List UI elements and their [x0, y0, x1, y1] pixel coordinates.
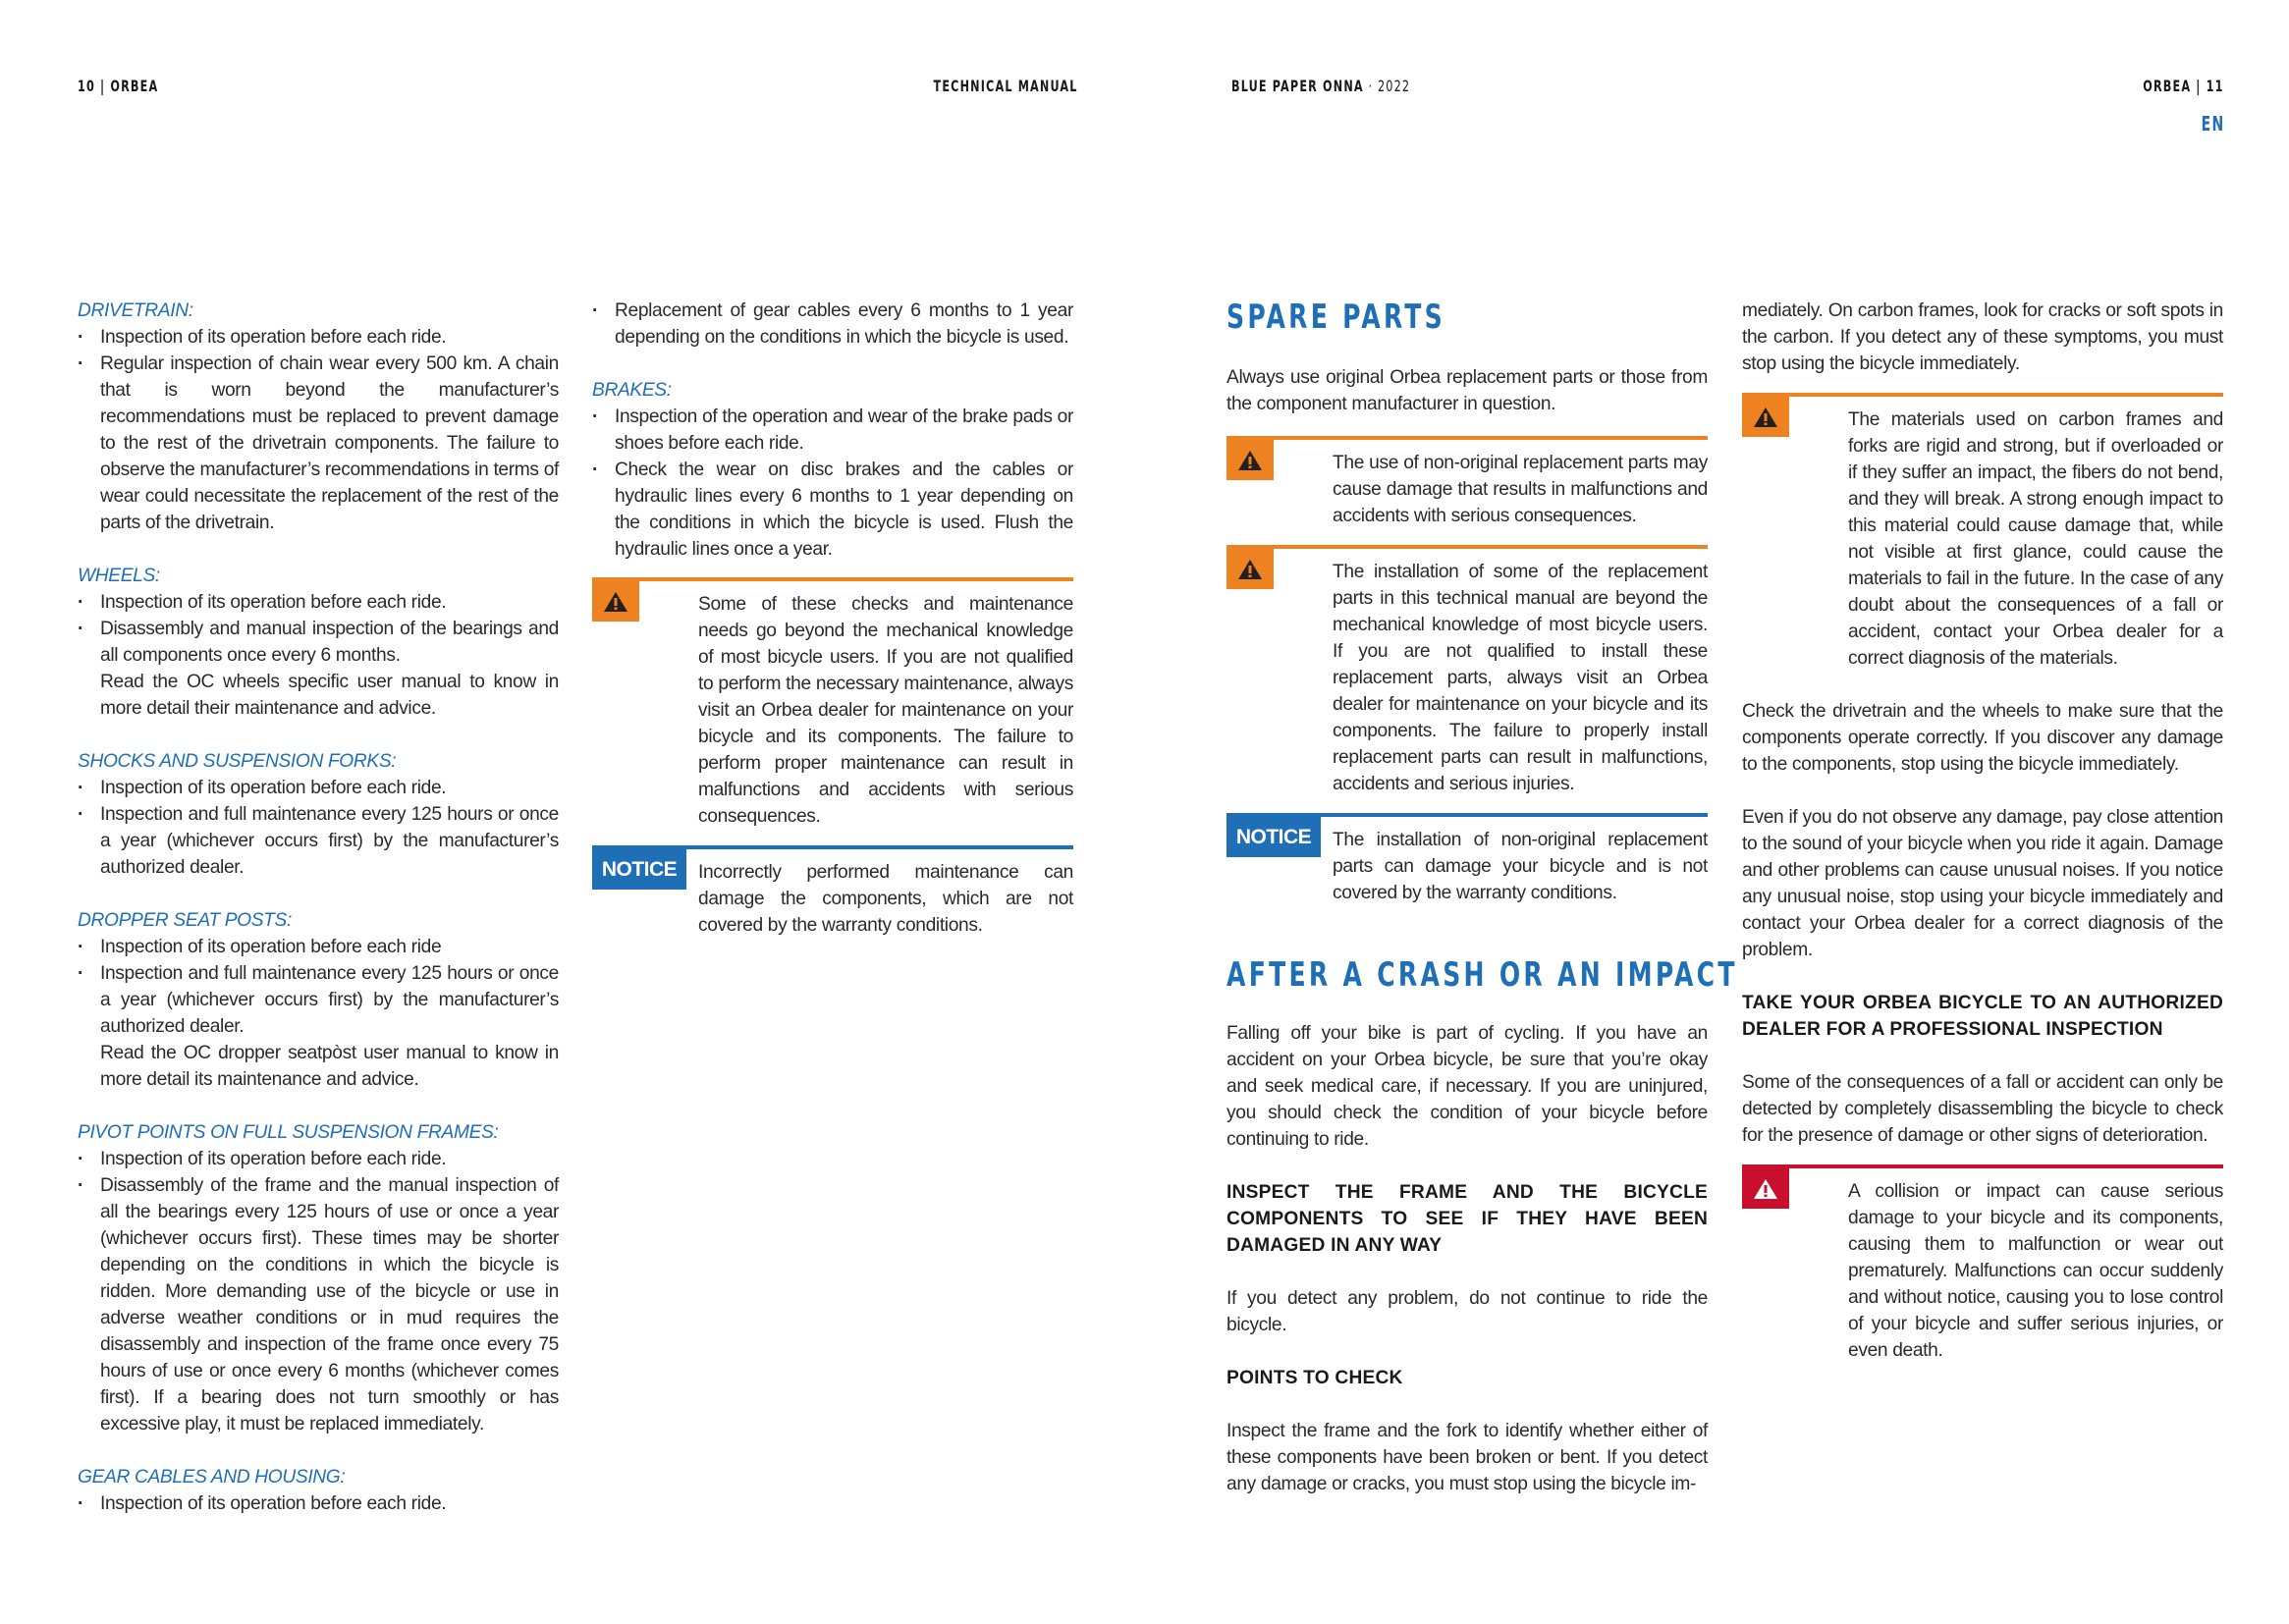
list-item: · Inspection of its operation before each ride. [78, 1146, 559, 1172]
drivetrain-check-paragraph: Check the drivetrain and the wheels to make sure that the components operate correctly. If you discover any damage to the components, stop using the bicycle immediately. [1742, 701, 2223, 775]
list-item-note: Read the OC dropper seatpòst user manual to know in more detail its maintenance and advice. [100, 1043, 559, 1090]
list-item: · Replacement of gear cables every 6 months to 1 year depending on the conditions in which the bicycle is used. [592, 298, 1073, 351]
list-item-note: Read the OC wheels specific user manual to know in more detail their maintenance and advice. [100, 672, 559, 719]
inspect-text: If you detect any problem, do not continue to ride the bicycle. [1226, 1288, 1708, 1335]
warning-badge [1742, 397, 1789, 437]
language-tag: EN [2201, 112, 2224, 135]
section-drivetrain [78, 298, 559, 536]
section-dropper [78, 907, 559, 1093]
section-title: SHOCKS AND SUSPENSION FORKS: [78, 751, 397, 772]
left-running-title: TECHNICAL MANUAL [933, 77, 1078, 95]
warning-callout [592, 577, 1073, 830]
notice-badge: NOTICE [592, 849, 686, 890]
section-shocks [78, 748, 559, 881]
notice-badge: NOTICE [1226, 817, 1321, 857]
list-item: · Disassembly of the frame and the manual inspection of all the bearings every 125 hours of use or once a year (whichever occurs first). These times may be shorter depending on the conditions in which the bicycle is ridden. More demanding use of the bicycle or use in adverse weather conditions or in mud requires the disassembly and inspection of the frame once every 75 hours of use or once every 6 months (whichever comes first). If a bearing does not turn smoothly or has excessive play, it must be replaced immediately. [78, 1172, 559, 1437]
danger-callout [1742, 1164, 2223, 1364]
points-text-continued: mediately. On carbon frames, look for cracks or soft spots in the carbon. If you detect any of these symptoms, you must stop using the bicycle immediately. [1742, 300, 2223, 374]
column-3 [1226, 298, 1738, 1497]
danger-triangle-icon [1753, 1178, 1778, 1200]
list-item [78, 960, 559, 1093]
right-running-title [1231, 77, 1410, 95]
section-title: DRIVETRAIN: [78, 300, 193, 321]
warning-text: The use of non-original replacement parts may cause damage that results in malfunctions and accidents with serious consequences. [1333, 453, 1708, 526]
warning-callout [1226, 545, 1708, 797]
list-item: · Inspection and full maintenance every 125 hours or once a year (whichever occurs first) by the manufacturer’s authorized dealer. [78, 801, 559, 881]
take-to-dealer-heading: TAKE YOUR ORBEA BICYCLE TO AN AUTHORIZED DEALER FOR A PROFESSIONAL INSPECTION [1742, 993, 2223, 1040]
doc-year: · 2022 [1363, 77, 1411, 95]
notice-callout [592, 845, 1073, 939]
warning-callout [1742, 393, 2223, 672]
section-title: BRAKES: [592, 380, 672, 401]
notice-callout [1226, 813, 1708, 906]
danger-badge [1742, 1168, 1789, 1209]
warning-text: The materials used on carbon frames and forks are rigid and strong, but if overloaded or if they suffer an impact, the fibers do not bend, and they will break. A strong enough impact to this material could cause damage that, while not visible at first glance, could cause the materials to fail in the future. In the case of any doubt about the consequences of a fall or accident, contact your Orbea dealer for a correct diagnosis of the materials. [1848, 409, 2223, 669]
list-item: · Inspection of its operation before each ride [78, 934, 559, 960]
inspect-heading: INSPECT THE FRAME AND THE BICYCLE COMPONENTS TO SEE IF THEY HAVE BEEN DAMAGED IN ANY WAY [1226, 1182, 1708, 1256]
column-1 [78, 298, 559, 1517]
list-item: · Check the wear on disc brakes and the cables or hydraulic lines every 6 months to 1 year depending on the conditions in which the bicycle is used. Flush the hydraulic lines once a year. [592, 457, 1073, 563]
list-item: · Inspection of its operation before each ride. [78, 589, 559, 616]
left-page-number: 10 | ORBEA [78, 77, 159, 95]
warning-badge [592, 581, 639, 622]
section-title: PIVOT POINTS ON FULL SUSPENSION FRAMES: [78, 1122, 499, 1143]
doc-title: BLUE PAPER ONNA [1231, 77, 1364, 95]
notice-text: Incorrectly performed maintenance can damage the components, which are not covered by the warranty conditions. [698, 862, 1073, 936]
section-wheels [78, 563, 559, 722]
section-title: WHEELS: [78, 566, 160, 586]
right-page-number: ORBEA | 11 [2143, 77, 2224, 95]
warning-text: The installation of some of the replacement parts in this technical manual are beyond the mechanical knowledge of most bicycle users. If you are not qualified to install these replacement parts, always visit an Orbea dealer for maintenance on your bicycle and its components. The failure to properly install replacement parts can result in malfunctions, accidents and serious injuries. [1333, 562, 1708, 794]
disassembly-paragraph: Some of the consequences of a fall or accident can only be detected by completely disassembling the bicycle to check for the presence of damage or other signs of deterioration. [1742, 1072, 2223, 1146]
warning-text: Some of these checks and maintenance needs go beyond the mechanical knowledge of most bicycle users. If you are not qualified to perform the necessary maintenance, always visit an Orbea dealer for maintenance on your bicycle and its components. The failure to perform proper maintenance can result in malfunctions and accidents with serious consequences. [698, 594, 1073, 827]
list-item: · Inspection of the operation and wear of the brake pads or shoes before each ride. [592, 404, 1073, 457]
warning-triangle-icon [1753, 406, 1778, 428]
crash-heading: AFTER A CRASH OR AN IMPACT [1226, 955, 1738, 995]
spare-parts-intro: Always use original Orbea replacement parts or those from the component manufacturer in question. [1226, 367, 1708, 414]
warning-triangle-icon [1237, 559, 1263, 580]
points-text: Inspect the frame and the fork to identify whether either of these components have been broken or bent. If you detect any damage or cracks, you must stop using the bicycle im- [1226, 1421, 1708, 1494]
points-heading: POINTS TO CHECK [1226, 1368, 1403, 1388]
column-4 [1742, 298, 2223, 1364]
danger-text: A collision or impact can cause serious damage to your bicycle and its components, causing them to malfunction or wear out prematurely. Malfunctions can occur suddenly and without notice, causing you to lose control of your bicycle and suffer serious injuries, or even death. [1848, 1181, 2223, 1361]
section-title: DROPPER SEAT POSTS: [78, 910, 292, 931]
spare-parts-heading: SPARE PARTS [1226, 298, 1446, 337]
section-gear-cables [78, 1464, 559, 1517]
list-item: · Inspection of its operation before each ride. [78, 324, 559, 351]
warning-triangle-icon [603, 591, 628, 613]
section-title: GEAR CABLES AND HOUSING: [78, 1467, 346, 1488]
list-item-text: Disassembly and manual inspection of the bearings and all components once every 6 months. [100, 619, 559, 666]
noise-paragraph: Even if you do not observe any damage, pay close attention to the sound of your bicycle when you ride it again. Damage and other problems can cause unusual noises. If you notice any unusual noise, stop using your bicycle immediately and contact your Orbea dealer for a correct diagnosis of the problem. [1742, 807, 2223, 960]
notice-text: The installation of non-original replacement parts can damage your bicycle and is not covered by the warranty conditions. [1333, 830, 1708, 903]
list-item: · Inspection of its operation before each ride. [78, 775, 559, 801]
list-item-text: Inspection and full maintenance every 125 hours or once a year (whichever occurs first) by the manufacturer’s authorized dealer. [100, 963, 559, 1037]
warning-badge [1226, 440, 1274, 480]
column-2 [592, 298, 1073, 939]
crash-intro: Falling off your bike is part of cycling. If you have an accident on your Orbea bicycle, be sure that you’re okay and seek medical care, if necessary. If you are uninjured, you should check the condition of your bicycle before continuing to ride. [1226, 1023, 1708, 1150]
warning-triangle-icon [1237, 450, 1263, 471]
list-item [78, 616, 559, 722]
section-pivot-points [78, 1119, 559, 1437]
list-item: · Regular inspection of chain wear every 500 km. A chain that is worn beyond the manufacturer’s recommendations must be replaced to prevent damage to the rest of the drivetrain components. The failure to observe the manufacturer’s recommendations in terms of wear could necessitate the replacement of the rest of the parts of the drivetrain. [78, 351, 559, 536]
section-brakes [592, 377, 1073, 563]
warning-badge [1226, 549, 1274, 589]
list-item: · Inspection of its operation before each ride. [78, 1490, 559, 1517]
warning-callout [1226, 436, 1708, 529]
